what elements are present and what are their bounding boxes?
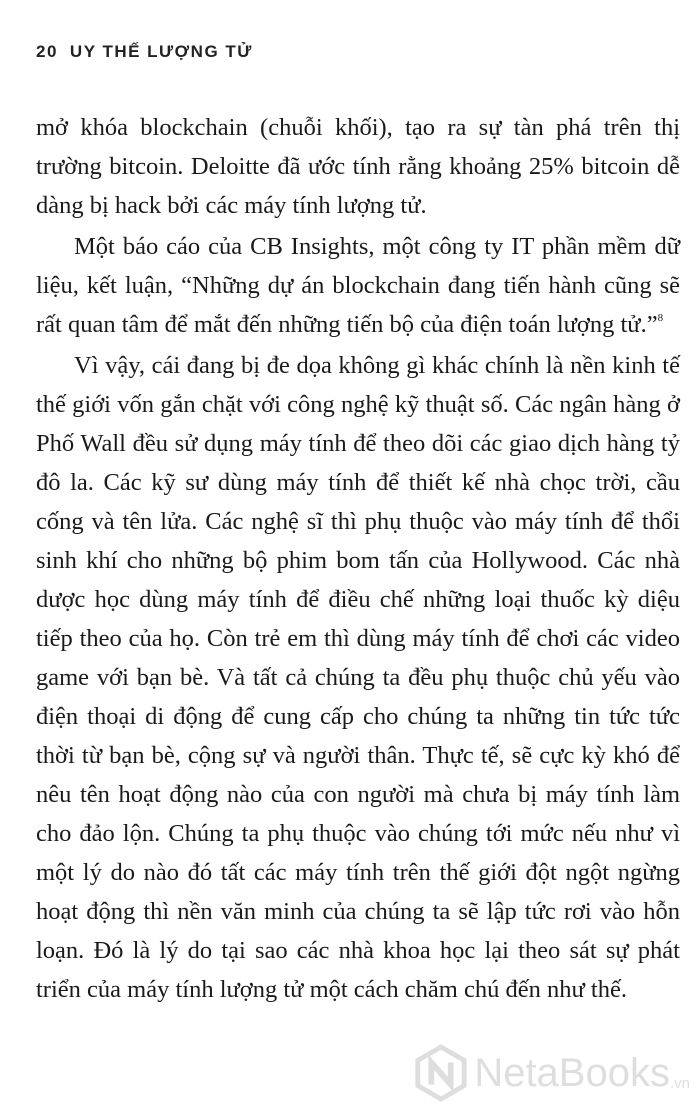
running-title: UY THẾ LƯỢNG TỬ xyxy=(69,42,253,61)
page-body xyxy=(36,108,680,1009)
paragraph-text: Một báo cáo của CB Insights, một công ty IT phần mềm dữ liệu, kết luận, “Những dự án blockchain đang tiến hành cũng sẽ rất quan tâm để mắt đến những tiến bộ của điện toán lượng tử.” xyxy=(36,233,680,338)
paragraph-continuation xyxy=(36,108,680,225)
footnote-marker: 8 xyxy=(657,311,664,324)
page-number: 20 xyxy=(36,42,58,61)
paragraph-cb-insights xyxy=(36,227,680,344)
watermark-brand: NetaBooks xyxy=(474,1050,670,1095)
paragraph-world-economy xyxy=(36,346,680,1009)
watermark xyxy=(412,1044,690,1102)
netabooks-logo-icon xyxy=(412,1044,470,1102)
paragraph-text: Vì vậy, cái đang bị đe dọa không gì khác chính là nền kinh tế thế giới vốn gắn chặt với công nghệ kỹ thuật số. Các ngân hàng ở Phố Wall đều sử dụng máy tính để theo dõi các giao dịch hàng tỷ đô la. Các kỹ sư dùng máy tính để thiết kế nhà chọc trời, cầu cống và tên lửa. Các nghệ sĩ thì phụ thuộc vào máy tính để thổi sinh khí cho những bộ phim bom tấn của Hollywood. Các nhà dược học dùng máy tính để điều chế những loại thuốc kỳ diệu tiếp theo của họ. Còn trẻ em thì dùng máy tính để chơi các video game với bạn bè. Và tất cả chúng ta đều phụ thuộc chủ yếu vào điện thoại di động để cung cấp cho chúng ta những tin tức tức thời từ bạn bè, cộng sự và người thân. Thực tế, sẽ cực kỳ khó để nêu tên hoạt động nào của con người mà chưa bị máy tính làm cho đảo lộn. Chúng ta phụ thuộc vào chúng tới mức nếu như vì một lý do nào đó tất các máy tính trên thế giới đột ngột ngừng hoạt động thì nền văn minh của chúng ta sẽ lập tức rơi vào hỗn loạn. Đó là lý do tại sao các nhà khoa học lại theo sát sự phát triển của máy tính lượng tử một cách chăm chú đến như thế. xyxy=(36,352,680,1003)
paragraph-text: mở khóa blockchain (chuỗi khối), tạo ra sự tàn phá trên thị trường bitcoin. Deloitte đã ước tính rằng khoảng 25% bitcoin dễ dàng bị hack bởi các máy tính lượng tử. xyxy=(36,114,680,219)
watermark-suffix: .vn xyxy=(669,1075,690,1092)
running-header xyxy=(36,42,253,62)
